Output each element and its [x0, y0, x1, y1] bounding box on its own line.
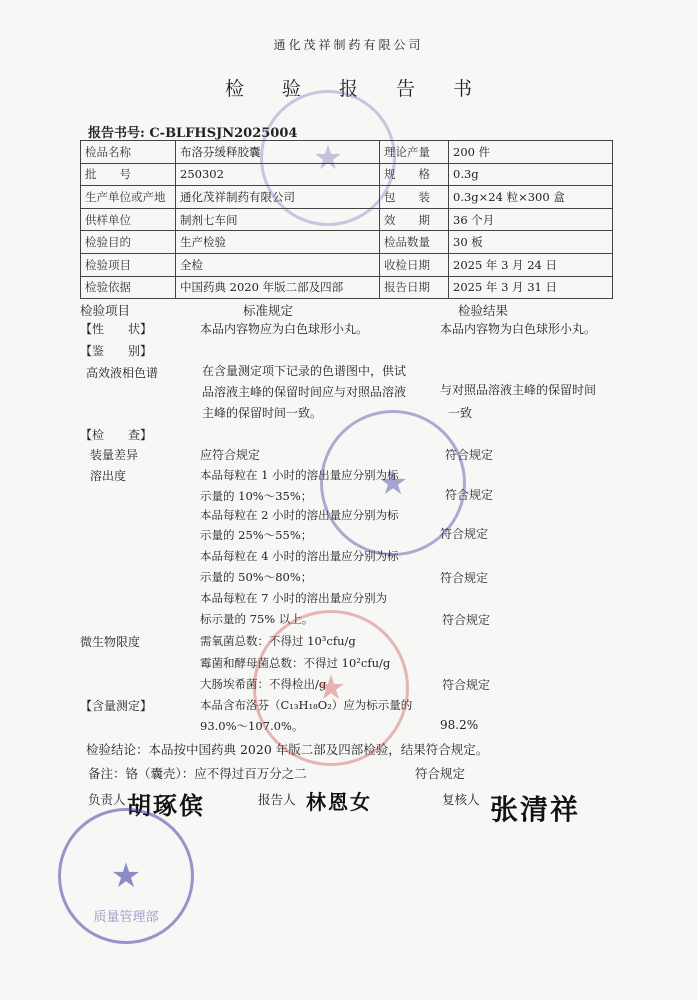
- dissolution-1-result: 符合规定: [445, 488, 494, 502]
- reporter-signature: 林恩女: [306, 790, 372, 814]
- info-label: 生产单位或产地: [81, 186, 176, 209]
- info-label: 检品数量: [380, 231, 449, 254]
- info-value: 2025 年 3 月 24 日: [449, 253, 613, 276]
- seal-star-icon-2: ★: [377, 463, 409, 503]
- dissolution-2-standard-b: 示量的 25%～55%；: [200, 528, 313, 542]
- info-label: 供样单位: [81, 208, 176, 231]
- info-value: 全检: [176, 253, 380, 276]
- fill-variation-result: 符合规定: [445, 448, 494, 462]
- dissolution-2-result: 符合规定: [440, 527, 489, 541]
- info-value: 36 个月: [449, 208, 613, 231]
- results-header-result: 检验结果: [458, 303, 509, 318]
- assay-standard-2: 93.0%～107.0%。: [200, 719, 304, 733]
- dissolution-label: 溶出度: [90, 469, 127, 483]
- dissolution-1-standard-b: 示量的 10%～35%；: [200, 489, 313, 503]
- results-header-item: 检验项目: [80, 303, 131, 318]
- assay-result: 98.2%: [440, 718, 479, 732]
- info-label: 理论产量: [380, 141, 449, 164]
- dissolution-4-standard-a: 本品每粒在 7 小时的溶出量应分别为: [200, 591, 388, 605]
- qa-department-stamp: [58, 808, 194, 944]
- identification-label: 【鉴 别】: [80, 344, 153, 358]
- microbial-result: 符合规定: [442, 678, 491, 692]
- info-value: 30 板: [449, 231, 613, 254]
- traits-standard: 本品内容物应为白色球形小丸。: [200, 322, 369, 336]
- info-label: 批 号: [81, 163, 176, 186]
- hplc-standard-1: 在含量测定项下记录的色谱图中，供试: [202, 364, 407, 378]
- dissolution-2-standard-a: 本品每粒在 2 小时的溶出量应分别为标: [200, 508, 399, 522]
- dissolution-4-standard-b: 标示量的 75% 以上。: [200, 612, 314, 626]
- info-value: 2025 年 3 月 31 日: [449, 276, 613, 299]
- fill-variation-label: 装量差异: [90, 448, 139, 462]
- info-label: 检验目的: [81, 231, 176, 254]
- hplc-standard-3: 主峰的保留时间一致。: [202, 406, 323, 420]
- hplc-label: 高效液相色谱: [86, 366, 159, 380]
- info-value: 通化茂祥制药有限公司: [176, 186, 380, 209]
- hplc-result-1: 与对照品溶液主峰的保留时间: [440, 383, 597, 397]
- hplc-standard-2: 品溶液主峰的保留时间应与对照品溶液: [202, 385, 407, 399]
- assay-standard-1: 本品含布洛芬（C₁₃H₁₈O₂）应为标示量的: [200, 698, 413, 712]
- info-value: 布洛芬缓释胶囊: [176, 141, 380, 164]
- info-value: 0.3g×24 粒×300 盒: [449, 186, 613, 209]
- info-value: 250302: [176, 163, 380, 186]
- info-label: 检品名称: [81, 141, 176, 164]
- info-value: 200 件: [449, 141, 613, 164]
- seal-star-icon-red: ★: [315, 668, 347, 708]
- reviewer-label: 复核人: [442, 792, 480, 807]
- head-signature: 胡琢傧: [127, 792, 205, 820]
- info-row: [81, 276, 613, 299]
- info-label: 报告日期: [380, 276, 449, 299]
- microbial-standard-3: 大肠埃希菌：不得检出/g: [200, 677, 327, 691]
- seal-star-icon: ★: [312, 138, 344, 178]
- info-value: 中国药典 2020 年版二部及四部: [176, 276, 380, 299]
- info-label: 收检日期: [380, 253, 449, 276]
- company-seal-stamp: [260, 90, 396, 226]
- info-row: [81, 253, 613, 276]
- reviewer-signature: 张清祥: [490, 793, 581, 826]
- info-label: 检验依据: [81, 276, 176, 299]
- microbial-limit-label: 微生物限度: [80, 635, 141, 649]
- conclusion: 检验结论：本品按中国药典 2020 年版二部及四部检验，结果符合规定。: [86, 742, 489, 757]
- dissolution-3-result: 符合规定: [440, 571, 489, 585]
- fill-variation-standard: 应符合规定: [200, 448, 261, 462]
- qa-seal-star-icon: ★: [110, 856, 142, 896]
- dissolution-4-result: 符合规定: [442, 613, 491, 627]
- traits-label: 【性 状】: [80, 322, 153, 336]
- assay-label: 【含量测定】: [80, 699, 153, 713]
- info-label: 包 装: [380, 186, 449, 209]
- report-number: 报告书号: C-BLFHSJN2025004: [88, 126, 298, 141]
- head-label: 负责人: [88, 792, 126, 807]
- hplc-result-2: 一致: [448, 406, 473, 420]
- company-seal-stamp-2: [320, 410, 466, 556]
- qa-department-text: 质量管理部: [93, 910, 159, 925]
- dissolution-3-standard-a: 本品每粒在 4 小时的溶出量应分别为标: [200, 549, 399, 563]
- info-value: 制剂七车间: [176, 208, 380, 231]
- reporter-label: 报告人: [258, 792, 296, 807]
- dissolution-3-standard-b: 示量的 50%～80%；: [200, 570, 313, 584]
- microbial-standard-1: 需氧菌总数：不得过 10³cfu/g: [200, 634, 356, 648]
- check-label: 【检 查】: [80, 428, 153, 442]
- document-title: 检验报告书: [224, 78, 510, 100]
- info-label: 检验项目: [81, 253, 176, 276]
- dissolution-1-standard-a: 本品每粒在 1 小时的溶出量应分别为标: [200, 468, 399, 482]
- traits-result: 本品内容物为白色球形小丸。: [440, 322, 597, 336]
- remark: 备注：铬（囊壳）：应不得过百万分之二: [88, 766, 307, 781]
- info-value: 生产检验: [176, 231, 380, 254]
- info-row: [81, 231, 613, 254]
- company-seal-stamp-red: [253, 610, 409, 766]
- remark-result: 符合规定: [415, 766, 466, 781]
- info-label: 规 格: [380, 163, 449, 186]
- microbial-standard-2: 霉菌和酵母菌总数：不得过 10²cfu/g: [200, 656, 391, 670]
- info-label: 效 期: [380, 208, 449, 231]
- results-header-standard: 标准规定: [243, 303, 294, 318]
- company-name: 通化茂祥制药有限公司: [273, 38, 424, 52]
- info-value: 0.3g: [449, 163, 613, 186]
